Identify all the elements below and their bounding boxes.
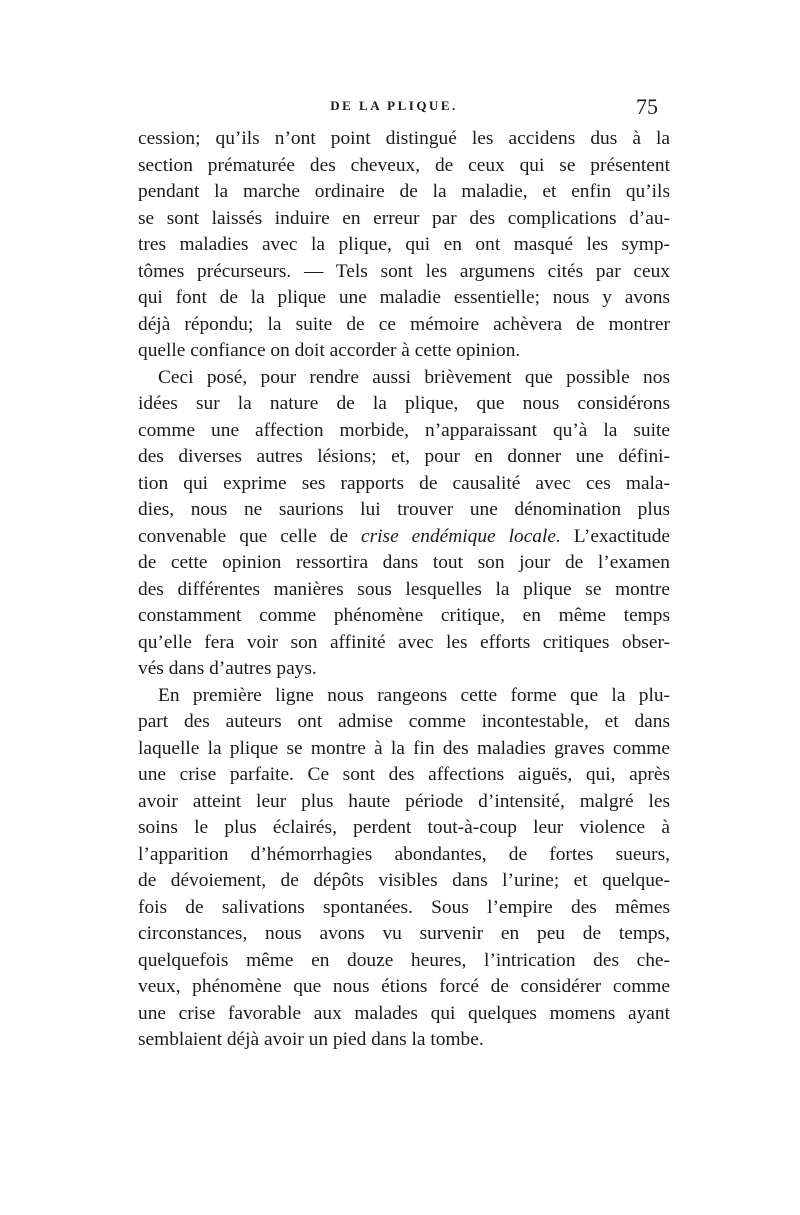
text-line: se sont laissés induire en erreur par des complications d’au- [138,207,670,229]
text-line: fois de salivations spontanées. Sous l’empire des mêmes [138,896,670,918]
text-segment: L’exactitude [560,525,670,547]
emphasized-term: crise endémique locale. [361,525,561,547]
text-line: des différentes manières sous lesquelles la plique se montre [138,578,670,600]
text-line: une crise parfaite. Ce sont des affections aiguës, qui, après [138,764,670,785]
text-line: veux, phénomène que nous étions forcé de considérer comme [138,976,670,997]
text-line: idées sur la nature de la plique, que nous considérons [138,393,670,414]
page-number: 75 [636,94,658,119]
text-line: des diverses autres lésions; et, pour en donner une défini- [138,446,670,467]
text-line: tômes précurseurs. — Tels sont les argumens cités par ceux [138,260,670,282]
text-line: quelquefois même en douze heures, l’intrication des che- [138,949,670,971]
text-line: constamment comme phénomène critique, en même temps [138,605,670,626]
text-line: de cette opinion ressortira dans tout son jour de l’examen [138,552,670,573]
text-line: avoir atteint leur plus haute période d’intensité, malgré les [138,790,670,812]
text-segment: convenable que celle de [138,525,362,547]
text-line: laquelle la plique se montre à la fin des maladies graves comme [138,737,670,759]
running-title: DE LA PLIQUE. [330,98,458,113]
text-line: tion qui exprime ses rapports de causalité avec ces mala- [138,472,670,494]
text-line: section prématurée des cheveux, de ceux qui se présentent [138,154,670,176]
text-line: circonstances, nous avons vu survenir en peu de temps, [138,923,670,944]
text-line: une crise favorable aux malades qui quelques momens ayant [138,1002,670,1024]
text-line: quelle confiance on doit accorder à cette opinion. [138,340,521,361]
text-line: déjà répondu; la suite de ce mémoire achèvera de montrer [138,313,670,335]
text-line: l’apparition d’hémorrhagies abondantes, de fortes sueurs, [138,843,670,865]
text-line-with-emphasis [138,524,670,551]
text-line: qui font de la plique une maladie essentielle; nous y avons [138,287,670,308]
text-line: semblaient déjà avoir un pied dans la tombe. [138,1029,484,1050]
text-line: qu’elle fera voir son affinité avec les efforts critiques obser- [138,631,670,653]
body-text [138,126,670,1054]
paragraph-start-line: Ceci posé, pour rendre aussi brièvement que possible nos [158,366,670,388]
text-line: vés dans d’autres pays. [138,658,317,679]
text-line: soins le plus éclairés, perdent tout-à-coup leur violence à [138,817,670,838]
text-line: de dévoiement, de dépôts visibles dans l’urine; et quelque- [138,870,670,891]
text-line: pendant la marche ordinaire de la maladie, et enfin qu’ils [138,181,670,202]
text-line: comme une affection morbide, n’apparaissant qu’à la suite [138,419,670,441]
text-line: cession; qu’ils n’ont point distingué les accidens dus à la [138,128,670,149]
running-header [138,94,658,124]
text-line: dies, nous ne saurions lui trouver une dénomination plus [138,499,670,520]
text-line: part des auteurs ont admise comme incontestable, et dans [138,711,670,732]
text-line: tres maladies avec la plique, qui en ont masqué les symp- [138,234,670,255]
paragraph-start-line: En première ligne nous rangeons cette forme que la plu- [158,684,670,706]
